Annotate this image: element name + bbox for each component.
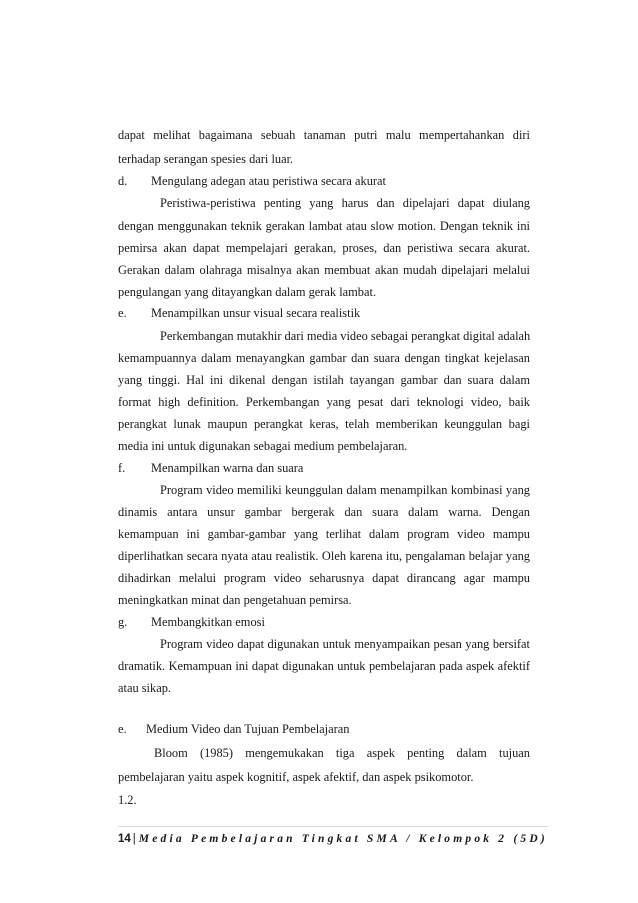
heading-text: Mengulang adegan atau peristiwa secara akurat (151, 174, 386, 188)
body-text-line: pemirsa akan dapat mempelajari gerakan, proses, dan peristiwa secara akurat. (118, 241, 530, 255)
section-heading-f (118, 459, 530, 477)
section-heading-e (118, 304, 530, 322)
list-label: f. (118, 461, 126, 475)
body-text-line: Peristiwa-peristiwa penting yang harus dan dipelajari dapat diulang (160, 196, 530, 210)
body-text-line: Perkembangan mutakhir dari media video sebagai perangkat digital adalah (160, 329, 531, 343)
section-heading-d (118, 172, 530, 190)
footer-separator: | (132, 833, 136, 845)
heading-text: Medium Video dan Tujuan Pembelajaran (146, 722, 350, 736)
body-text-line: Gerakan dalam olahraga misalnya akan membuat akan mudah dipelajari melalui (118, 263, 530, 277)
list-label: e. (118, 722, 127, 736)
page-number: 14 (118, 833, 131, 845)
body-text-line: dramatik. Kemampuan ini dapat digunakan untuk pembelajaran pada aspek afektif (118, 659, 530, 673)
body-text-line: media ini untuk digunakan sebagai medium pembelajaran. (118, 439, 408, 453)
section-number: 1.2. (118, 793, 137, 807)
section-heading-e2 (118, 720, 530, 738)
heading-text: Menampilkan unsur visual secara realistik (151, 306, 361, 320)
body-text-line: perangkat lunak maupun perangkat keras, telah memberikan keunggulan bagi (118, 417, 530, 431)
body-text-line: Program video memiliki keunggulan dalam menampilkan kombinasi yang (160, 483, 530, 497)
heading-text: Menampilkan warna dan suara (151, 461, 304, 475)
heading-text: Membangkitkan emosi (151, 615, 265, 629)
footer-title: Media Pembelajaran Tingkat SMA / Kelompok 2 (5D) (138, 833, 548, 845)
body-text-line: pengulangan yang ditayangkan dalam gerak lambat. (118, 285, 377, 299)
body-text-line: meningkatkan minat dan pengetahuan pemirsa. (118, 593, 352, 607)
body-text-line: dengan menggunakan teknik gerakan lambat atau slow motion. Dengan teknik ini (118, 219, 530, 233)
list-label: d. (118, 174, 128, 188)
body-text-line: terhadap serangan spesies dari luar. (118, 152, 294, 166)
section-heading-g (118, 613, 530, 631)
body-text-line: Bloom (1985) mengemukakan tiga aspek penting dalam tujuan (154, 746, 530, 760)
body-text-line: dihadirkan melalui program video seharusnya dapat dirancang agar mampu (118, 571, 530, 585)
body-text-line: kemampuan ini gambar-gambar yang terlihat dalam program video mampu (118, 527, 530, 541)
body-text-line: format high definition. Perkembangan yang pesat dari teknologi video, baik (118, 395, 530, 409)
body-text-line: dinamis antara unsur gambar bergerak dan suara dalam warna. Dengan (118, 505, 530, 519)
list-label: g. (118, 615, 128, 629)
body-text-line: pembelajaran yaitu aspek kognitif, aspek afektif, dan aspek psikomotor. (118, 770, 474, 784)
body-text-line: diperlihatkan secara nyata atau realistik. Oleh karena itu, pengalaman belajar yang (118, 549, 530, 563)
list-label: e. (118, 306, 127, 320)
page-footer (118, 831, 548, 847)
body-text-line: atau sikap. (118, 681, 171, 695)
body-text-line: kemampuannya dalam menayangkan gambar dan suara dengan tingkat kejelasan (118, 351, 530, 365)
body-text-line: dapat melihat bagaimana sebuah tanaman putri malu mempertahankan diri (118, 128, 530, 142)
footer-divider (118, 826, 548, 827)
body-text-line: Program video dapat digunakan untuk menyampaikan pesan yang bersifat (160, 637, 530, 651)
body-text-line: yang tinggi. Hal ini dikenal dengan istilah tayangan gambar dan suara dalam (118, 373, 530, 387)
